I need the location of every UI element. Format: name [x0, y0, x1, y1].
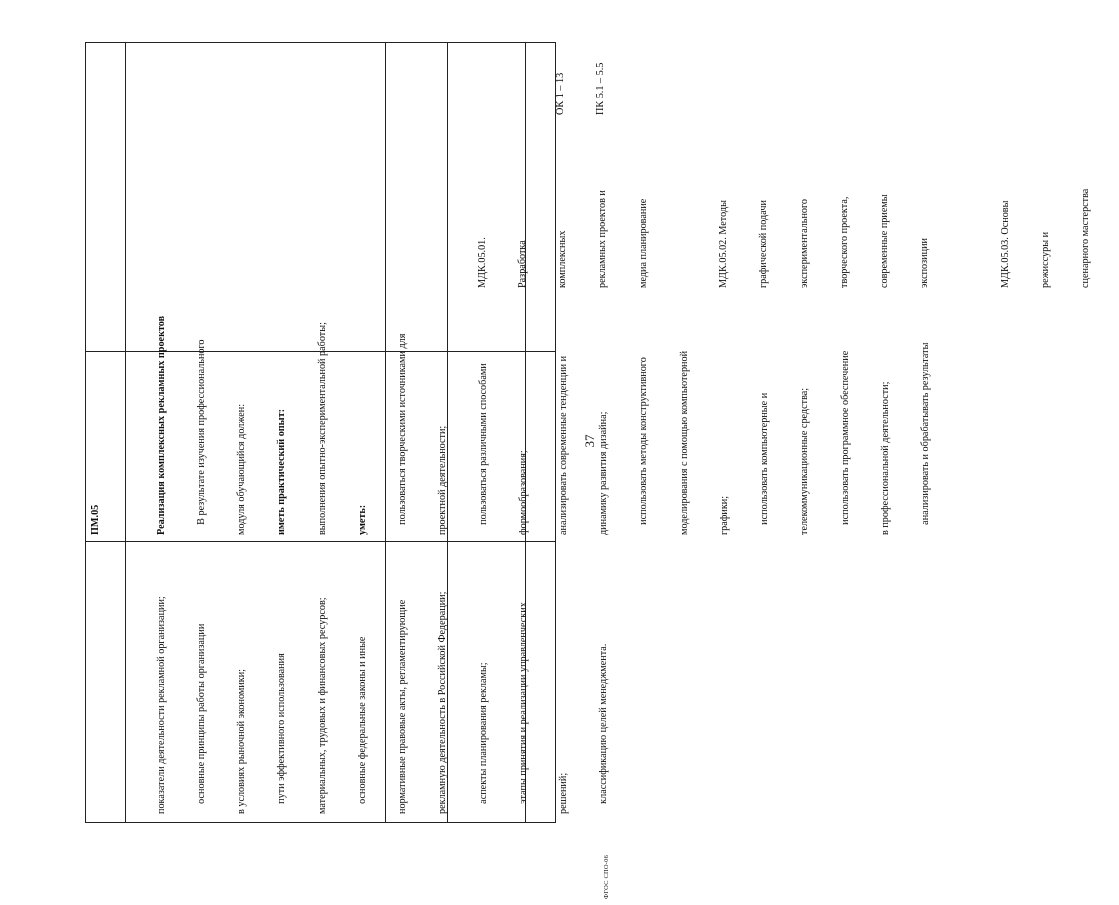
text-line: уметь:: [356, 504, 368, 535]
mdk-line: [958, 189, 971, 288]
row-divider: [85, 541, 555, 542]
text-line: телекоммуникационные средства;: [799, 387, 811, 535]
text-line: графики;: [718, 495, 730, 535]
module-description: [128, 316, 959, 535]
competence-line: ОК 1 – 13: [554, 72, 566, 115]
mdk-line: комплексных: [557, 230, 569, 288]
mdk-line: МДК.05.03. Основы: [999, 200, 1011, 288]
text-line: показатели деятельности рекламной организации;: [155, 596, 167, 814]
module-code: ПМ.05: [90, 504, 101, 535]
mdk-line: сценарного мастерства: [1080, 188, 1092, 288]
text-line: анализировать современные тенденции и: [558, 355, 569, 535]
text-line: использовать методы конструктивного: [638, 357, 650, 535]
text-line: анализировать и обрабатывать результаты: [919, 342, 931, 535]
page-number: 37: [582, 434, 597, 448]
mdk-line: рекламных проектов и: [597, 190, 609, 288]
mdk-list: [449, 189, 1119, 288]
prev-row-description: [128, 592, 637, 814]
table-border-top: [85, 42, 86, 823]
text-line: в условиях рыночной экономики;: [236, 668, 248, 814]
text-line: материальных, трудовых и финансовых ресурсов;: [316, 597, 328, 814]
text-line: пользоваться различными способами: [477, 363, 489, 535]
text-line: решений;: [558, 772, 569, 814]
text-line: формообразования;: [517, 450, 529, 535]
text-line: классификацию целей менеджмента.: [598, 643, 610, 814]
table-border-right: [85, 42, 555, 43]
competences: [527, 63, 634, 115]
mdk-line: [677, 189, 690, 288]
text-line: использовать программное обеспечение: [839, 350, 851, 535]
text-line: выполнения опытно-экспериментальной работы;: [316, 322, 328, 535]
footer-mark: ФГОС СПО-06: [603, 854, 610, 899]
text-line: пользоваться творческими источниками для: [397, 333, 409, 535]
mdk-line: современные приемы: [879, 194, 890, 288]
text-line: рекламную деятельность в Российской Федерации;: [437, 591, 449, 814]
mdk-line: экспозиции: [919, 238, 931, 288]
text-line: основные принципы работы организации: [196, 623, 208, 814]
text-line: использовать компьютерные и: [759, 392, 771, 535]
competence-line: ПК 5.1 – 5.5: [595, 62, 607, 115]
mdk-line: МДК.05.02. Методы: [718, 200, 730, 288]
table-border-left: [85, 822, 555, 823]
text-line: нормативные правовые акты, регламентирующие: [397, 599, 409, 814]
module-title: Реализация комплексных рекламных проектов: [155, 315, 167, 535]
mdk-line: Разработка: [517, 240, 529, 288]
text-line: аспекты планирования рекламы;: [477, 662, 489, 814]
text-line: моделирования с помощью компьютерной: [678, 350, 690, 535]
mdk-line: МДК.05.01.: [476, 237, 488, 288]
text-line: пути эффективного использования: [276, 653, 288, 814]
text-line: модуля обучающийся должен:: [236, 403, 248, 535]
mdk-line: медиа планирование: [637, 198, 649, 288]
text-line: основные федеральные законы и иные: [356, 636, 368, 814]
text-line: динамику развития дизайна;: [598, 411, 610, 535]
text-line: этапы принятия и реализации управленческих: [517, 602, 529, 814]
column-divider-1: [125, 42, 126, 823]
mdk-line: экспериментального: [798, 198, 810, 288]
mdk-line: творческого проекта,: [838, 196, 850, 288]
text-line: иметь практический опыт:: [276, 408, 288, 535]
mdk-line: графической подачи: [758, 200, 770, 288]
text-line: В результате изучения профессионального: [196, 339, 208, 535]
text-line: проектной деятельности;: [437, 425, 449, 535]
text-line: в профессиональной деятельности;: [879, 381, 891, 535]
mdk-line: режиссуры и: [1039, 231, 1051, 288]
